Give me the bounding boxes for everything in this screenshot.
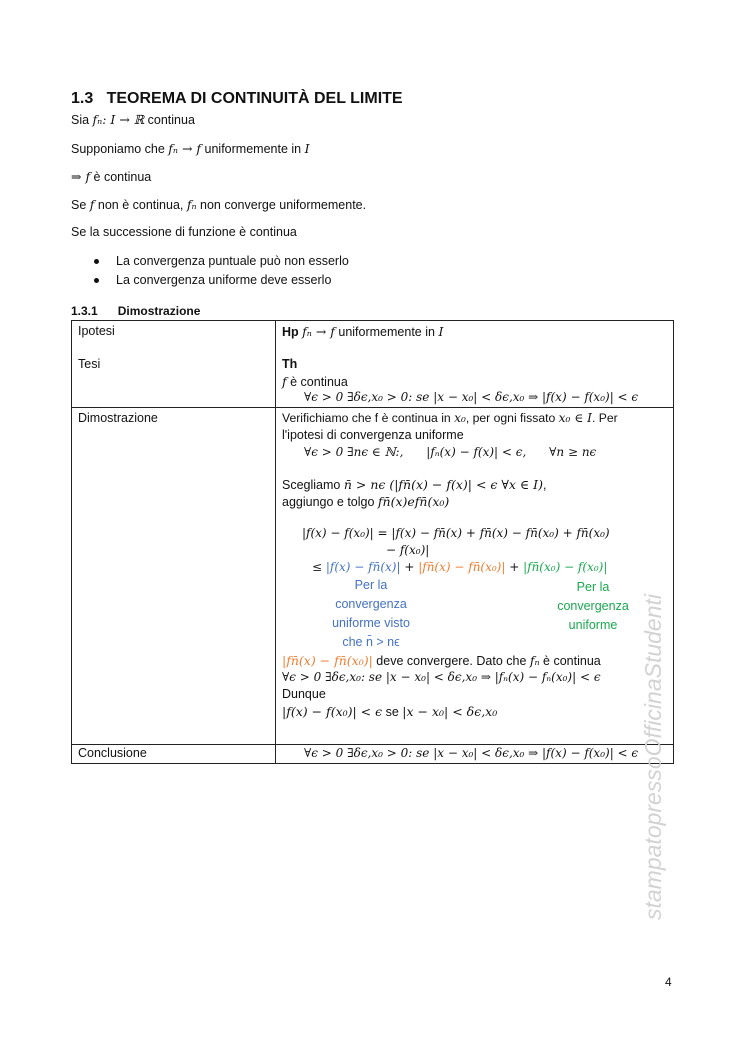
term-orange: |fn̄(x) − fn̄(x₀)| bbox=[418, 560, 506, 574]
math: fₙ: I → ℝ bbox=[92, 112, 145, 127]
math: fₙ bbox=[529, 653, 540, 668]
math: fₙ → f bbox=[302, 324, 335, 339]
intro-line-5: Se la successione di funzione è continua bbox=[71, 225, 297, 239]
math: ⇒ f bbox=[71, 169, 91, 184]
equation-line-1: |f(x) − f(x₀)| = |f(x) − fn̄(x) + fn̄(x) − fn̄(x₀) + fn̄(x₀) bbox=[302, 526, 610, 540]
intro-line-4 bbox=[71, 197, 366, 212]
cell-content bbox=[276, 745, 674, 764]
watermark: stampatopressoOfficinaStudenti bbox=[640, 593, 666, 920]
bullet-item: La convergenza puntuale può non esserlo bbox=[116, 254, 349, 268]
th-line-1 bbox=[282, 374, 348, 389]
note-line: uniforme bbox=[568, 618, 618, 632]
table-row-hypothesis bbox=[72, 321, 674, 408]
bullet-item: La convergenza uniforme deve esserlo bbox=[116, 273, 332, 287]
note-line: Per la bbox=[576, 580, 610, 594]
math: f bbox=[282, 374, 287, 389]
text: Sia bbox=[71, 113, 93, 127]
math: fn̄(x)efn̄(x₀) bbox=[377, 494, 450, 509]
section-number: 1.3 bbox=[71, 90, 94, 107]
note-line: uniforme visto bbox=[332, 616, 410, 630]
intro-line-3 bbox=[71, 169, 151, 184]
text: uniformemente in bbox=[334, 325, 439, 339]
th-bold: Th bbox=[282, 357, 298, 371]
note-line: che n̄ > nϵ bbox=[342, 635, 400, 649]
label-dimostrazione: Dimostrazione bbox=[78, 411, 158, 425]
text: continua bbox=[144, 113, 195, 127]
math: I bbox=[304, 141, 310, 156]
proof-line-2: l'ipotesi di convergenza uniforme bbox=[282, 428, 464, 442]
cell-label bbox=[72, 408, 276, 745]
hp-line bbox=[282, 324, 443, 339]
subsection-title: Dimostrazione bbox=[117, 304, 201, 318]
text: aggiungo e tolgo bbox=[282, 495, 378, 509]
note-line: Per la bbox=[354, 578, 388, 592]
cell-label bbox=[72, 745, 276, 764]
note-blue bbox=[316, 576, 426, 652]
intro-line-1 bbox=[71, 112, 195, 127]
math: n̄ > nϵ (|fn̄(x) − f(x)| < ϵ ∀x ∈ I) bbox=[343, 477, 543, 492]
math: x₀ ∈ I bbox=[558, 411, 592, 425]
proof-line-9 bbox=[282, 704, 497, 719]
term-green: |fn̄(x₀) − f(x₀)| bbox=[523, 560, 608, 574]
text: è continua bbox=[286, 375, 348, 389]
label-conclusione: Conclusione bbox=[78, 746, 147, 760]
math: |f(x) − f(x₀)| < ϵ bbox=[282, 704, 383, 719]
cell-label bbox=[72, 321, 276, 408]
cell-content bbox=[276, 408, 674, 745]
bullet-dot bbox=[94, 278, 99, 283]
leq: ≤ bbox=[312, 560, 326, 574]
bullet-dot bbox=[94, 259, 99, 264]
text: uniformemente in bbox=[201, 142, 305, 156]
text: . Per bbox=[592, 411, 618, 425]
text: , per ogni fissato bbox=[465, 411, 559, 425]
term-blue: |f(x) − fn̄(x)| bbox=[325, 560, 401, 574]
text: se bbox=[382, 705, 403, 719]
text: , bbox=[542, 478, 547, 492]
math: x₀ bbox=[454, 411, 466, 425]
section-title: TEOREMA DI CONTINUITÀ DEL LIMITE bbox=[106, 90, 403, 107]
text: Se bbox=[71, 198, 90, 212]
proof-line-7: ∀ϵ > 0 ∃δϵ,x₀: se |x − x₀| < δϵ,x₀ ⇒ |fₙ(x) − fₙ(x₀)| < ϵ bbox=[282, 670, 601, 684]
proof-line-5 bbox=[282, 494, 449, 509]
text: Verifichiamo che f è continua in bbox=[282, 411, 455, 425]
proof-line-8: Dunque bbox=[282, 687, 326, 701]
term-orange: |fn̄(x) − fn̄(x₀)| bbox=[282, 653, 373, 668]
proof-line-1 bbox=[282, 411, 618, 425]
th-label bbox=[282, 357, 297, 371]
text: deve convergere. Dato che bbox=[372, 654, 530, 668]
math: fₙ bbox=[186, 197, 197, 212]
equation-line-2: − f(x₀)| bbox=[386, 543, 430, 557]
equation-line-3 bbox=[312, 560, 607, 574]
plus: + bbox=[400, 560, 419, 574]
math: f bbox=[89, 197, 95, 212]
math: |x − x₀| < δϵ,x₀ bbox=[402, 704, 498, 719]
th-line-2: ∀ϵ > 0 ∃δϵ,x₀ > 0: se |x − x₀| < δϵ,x₀ ⇒ |f(x) − f(x₀)| < ϵ bbox=[304, 390, 639, 404]
proof-line-6 bbox=[282, 653, 601, 668]
note-line: convergenza bbox=[335, 597, 407, 611]
math: fₙ → f bbox=[168, 141, 202, 156]
note-line: convergenza bbox=[557, 599, 629, 613]
table-row-proof bbox=[72, 408, 674, 745]
proof-line-3: ∀ϵ > 0 ∃nϵ ∈ ℕ:, |fₙ(x) − f(x)| < ϵ, ∀n ≥ nϵ bbox=[304, 445, 597, 459]
conclusion-formula: ∀ϵ > 0 ∃δϵ,x₀ > 0: se |x − x₀| < δϵ,x₀ ⇒ |f(x) − f(x₀)| < ϵ bbox=[304, 746, 639, 760]
text: Supponiamo che bbox=[71, 142, 169, 156]
text: è continua bbox=[539, 654, 601, 668]
page-number: 4 bbox=[665, 975, 672, 989]
note-green bbox=[538, 578, 648, 635]
text: Scegliamo bbox=[282, 478, 344, 492]
hp-label: Hp bbox=[282, 325, 299, 339]
text: non converge uniformemente. bbox=[196, 198, 367, 212]
cell-content bbox=[276, 321, 674, 408]
subsection-heading bbox=[71, 304, 200, 318]
subsection-number: 1.3.1 bbox=[71, 304, 98, 318]
math: I bbox=[438, 324, 444, 339]
label-tesi: Tesi bbox=[78, 357, 101, 371]
intro-line-2 bbox=[71, 141, 310, 156]
plus: + bbox=[505, 560, 524, 574]
label-ipotesi: Ipotesi bbox=[78, 324, 115, 338]
text: è continua bbox=[90, 170, 152, 184]
text: non è continua, bbox=[94, 198, 187, 212]
proof-table bbox=[71, 320, 674, 764]
section-heading bbox=[71, 90, 403, 108]
table-row-conclusion bbox=[72, 745, 674, 764]
proof-line-4 bbox=[282, 477, 546, 492]
